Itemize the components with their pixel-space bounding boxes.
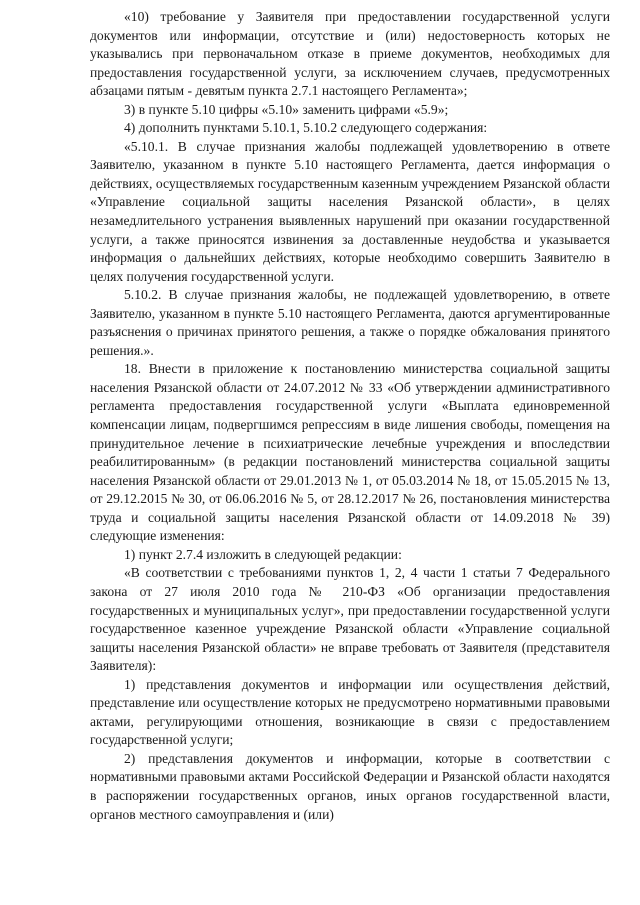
paragraph-5-10-2: 5.10.2. В случае признания жалобы, не подлежащей удовлетворению, в ответе Заявителю, указанном в пункте 5.10 настоящего Регламента, даются аргументированные разъяснения о причинах принятого решения, а также о порядке обжалования принятого решения.». (90, 287, 610, 358)
document-body (90, 8, 610, 824)
paragraph-subitem-3: 3) в пункте 5.10 цифры «5.10» заменить цифрами «5.9»; (124, 101, 449, 117)
paragraph-quote-article-7: «В соответствии с требованиями пунктов 1, 2, 4 части 1 статьи 7 Федерального закона от 27 июля 2010 года № 210-ФЗ «Об организации предоставления государственных и муниципальных услуг», при предоставлении государственной услуги государственное казенное учреждение Рязанской области «Управление социальной защиты населения Рязанской области» не вправе требовать от Заявителя (представителя Заявителя): (90, 565, 610, 674)
paragraph-list-item-2: 2) представления документов и информации, которые в соответствии с нормативными правовыми актами Российской Федерации и Рязанской области находятся в распоряжении государственных органов, иных органов государственной власти, органов местного самоуправления и (или) (90, 750, 610, 822)
paragraph-list-item-1: 1) представления документов и информации или осуществления действий, представление или осуществление которых не предусмотрено нормативными правовыми актами, регулирующими отношения, возникающие в связи с предоставлением государственной услуги; (90, 676, 610, 748)
paragraph-5-10-1: «5.10.1. В случае признания жалобы подлежащей удовлетворению в ответе Заявителю, указанном в пункте 5.10 настоящего Регламента, дается информация о действиях, осуществляемых государственным казенным учреждением Рязанской области «Управление социальной защиты населения Рязанской области», в целях незамедлительного устранения выявленных нарушений при оказании государственной услуги, а также приносятся извинения за доставленные неудобства и указывается информация о дальнейших действиях, которые необходимо совершить Заявителю в целях получения государственной услуги. (90, 138, 610, 284)
paragraph-item-10-clause: «10) требование у Заявителя при предоставлении государственной услуги документов или информации, отсутствие и (или) недостоверность которых не указывались при первоначальном отказе в приеме документов, необходимых для предоставления государственной услуги, за исключением случаев, предусмотренных абзацами пятым - девятым пункта 2.7.1 настоящего Регламента»; (90, 9, 610, 99)
paragraph-item-18: 18. Внести в приложение к постановлению министерства социальной защиты населения Рязанской области от 24.07.2012 № 33 «Об утверждении административного регламента предоставления государственной услуги «Выплата единовременной компенсации лицам, подвергшимся репрессиям в виде лишения свободы, помещения на принудительное лечение в психиатрические лечебные учреждения и впоследствии реабилитированным» (в редакции постановлений министерства социальной защиты населения Рязанской области от 29.01.2013 № 1, от 05.03.2014 № 18, от 15.05.2015 № 13, от 29.12.2015 № 30, от 06.06.2016 № 5, от 28.12.2017 № 26, постановления министерства труда и социальной защиты населения Рязанской области от 14.09.2018 № 39) следующие изменения: (90, 361, 610, 544)
paragraph-subitem-1: 1) пункт 2.7.4 изложить в следующей редакции: (124, 546, 402, 562)
paragraph-subitem-4: 4) дополнить пунктами 5.10.1, 5.10.2 следующего содержания: (124, 120, 488, 136)
